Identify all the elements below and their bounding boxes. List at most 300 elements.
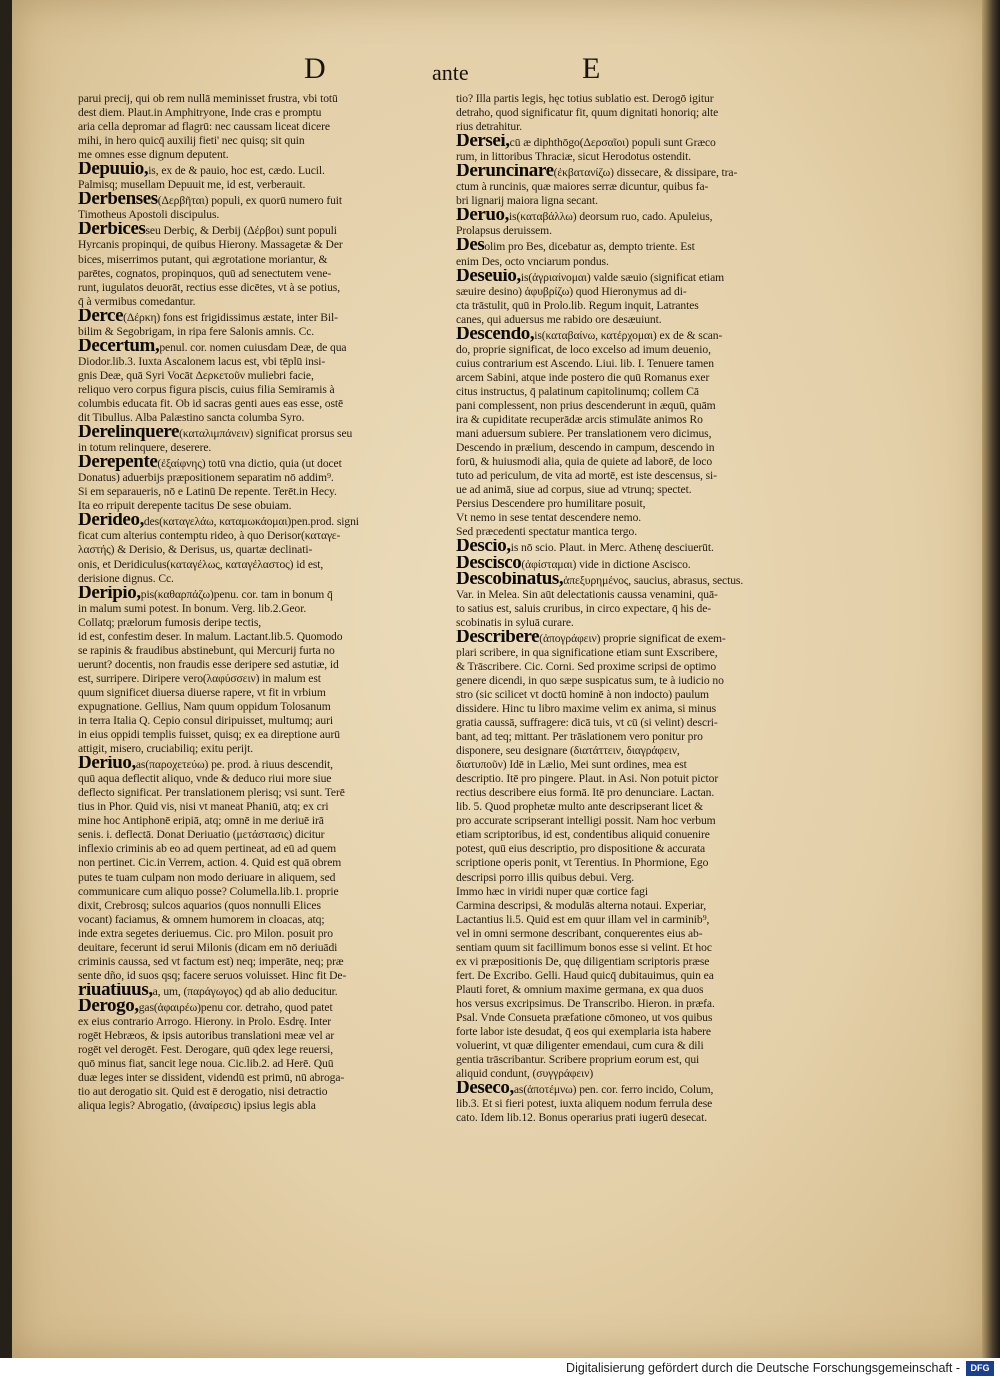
text-line [78, 871, 450, 885]
text-line [78, 630, 450, 644]
line-text: Plauti foret, & omnium maxime germana, ex qua duos [456, 982, 704, 996]
line-text: as(ἀποτέμνω) pen. cor. ferro incido, Colum, [513, 1083, 714, 1097]
header-letter-right: E [582, 52, 601, 85]
line-text: ἀπεξυρημένος, saucius, abrasus, sectus. [563, 573, 744, 587]
dictionary-entry-line [78, 586, 450, 602]
text-line [456, 674, 822, 688]
text-line [78, 253, 450, 267]
text-line [78, 267, 450, 281]
headword: riuatiuus, [78, 982, 153, 999]
line-text: pro accurate scripserant intelligi possit. Nam hoc verbum [456, 814, 716, 828]
line-text: vocant) faciamus, & omnem humorem in cloacas, atq; [78, 912, 325, 926]
text-line [456, 299, 822, 313]
text-line [456, 730, 822, 744]
line-text: voluerint, vt quæ diligenter emendaui, cum cura & dili [456, 1039, 704, 1053]
headword: Descisco [456, 555, 522, 572]
text-line [456, 511, 822, 525]
line-text: lib.3. Et si fieri potest, iuxta aliquem nodum ferrula dese [456, 1097, 713, 1111]
text-line [78, 1029, 450, 1043]
headword: Des [456, 238, 485, 255]
dictionary-entry-line [78, 339, 450, 355]
line-text: (Δερβῆται) populi, ex quorū numero fuit [157, 194, 343, 208]
line-text: is(καταβάλλω) deorsum ruo, cado. Apuleius, [509, 210, 713, 224]
line-text: λαστής) & Derisio, & Derisus, us, quartæ declinati- [78, 543, 313, 557]
line-text: forte labor iste desudat, q̄ eos qui exemplaria ista habere [456, 1025, 711, 1039]
text-line [456, 842, 822, 856]
text-line [78, 786, 450, 800]
headword: Dersei, [456, 134, 510, 151]
dictionary-entry-line [78, 192, 450, 208]
footer-bar [0, 1358, 1000, 1380]
text-line [456, 469, 822, 483]
text-line [456, 688, 822, 702]
line-text: do, proprie significat, de loco excelso ad imum deuenio, [456, 342, 711, 356]
text-line [456, 1067, 822, 1081]
text-line [78, 828, 450, 842]
line-text: a, um, (παράγωγος) qd ab alio deducitur. [152, 984, 338, 998]
headword: Derbices [78, 222, 146, 239]
line-text: Carmina descripsi, & modulās alterna notaui. Experiar, [456, 898, 707, 912]
line-text: deflecto significat. Per translationem plerisq; vsi sunt. Terē [78, 786, 345, 800]
text-line [456, 343, 822, 357]
line-text: aria cella depromar ad flagrū: nec caussam liceat dicere [78, 120, 330, 134]
line-text: (Δέρκη) fons est frigidissimus æstate, inter Bil- [123, 310, 338, 324]
line-text: mine hoc Antiphonē eripiā, atq; omnē in me deriuē irā [78, 814, 324, 828]
line-text: Lactantius li.5. Quid est em quur illam vel in carminib⁹, [456, 912, 710, 926]
text-line [78, 383, 450, 397]
line-text: rectius describere eius formā. Itē pro denunciare. Lactan. [456, 786, 715, 800]
line-text: Persius Descendere pro humilitare posuit, [456, 497, 646, 511]
dictionary-entry-line [456, 1081, 822, 1097]
line-text: penul. cor. nomen cuiusdam Deæ, de qua [159, 340, 347, 354]
line-text: in terra Italia Q. Cepio consul diripuisset, multumq; auri [78, 714, 334, 728]
text-line [456, 927, 822, 941]
line-text: arcem Sabini, atque inde postero die quū Romanus exer [456, 370, 710, 384]
text-line [456, 786, 822, 800]
dictionary-entry-line [78, 455, 450, 471]
text-line [78, 728, 450, 742]
page-edge-shadow [982, 0, 1000, 1358]
text-line [456, 983, 822, 997]
text-line [456, 913, 822, 927]
line-text: mihi, in hero quicq̄ auxilij fieti' nec quisq; sit quin [78, 134, 305, 148]
line-text: hos versus excripsimus. De Transcribo. Hieron. in præfa. [456, 996, 715, 1010]
text-line [456, 758, 822, 772]
text-column-right [456, 92, 822, 1125]
text-line [456, 1053, 822, 1067]
text-line [456, 744, 822, 758]
line-text: des(καταγελάω, καταμωκάομαι)pen.prod. signi [143, 515, 359, 529]
line-text: sente dño, id suos qsq; facere seruos voluisset. Hinc fit De- [78, 968, 347, 982]
text-line [78, 106, 450, 120]
text-line [78, 955, 450, 969]
headword: Deriuo, [78, 756, 136, 773]
text-line [456, 371, 822, 385]
line-text: is nō scio. Plaut. in Merc. Athenę desciuerūt. [510, 541, 714, 555]
text-line [78, 281, 450, 295]
text-line [456, 660, 822, 674]
text-line [78, 1099, 450, 1113]
line-text: columbis educata fit. Ob id sacras genti aues eas esse, ostē [78, 396, 344, 410]
line-text: vel in omni sermone describant, conquerentes eius ab- [456, 926, 703, 940]
headword: Descio, [456, 539, 511, 556]
text-line [456, 483, 822, 497]
headword: Deruncinare [456, 164, 554, 181]
dictionary-entry-line [78, 222, 450, 238]
text-line [456, 602, 822, 616]
text-line [78, 1043, 450, 1057]
line-text: quū aqua deflectit aliquo, vnde & deduco riui more siue [78, 772, 332, 786]
headword: Depuuio, [78, 162, 149, 179]
headword: Deseco, [456, 1081, 514, 1098]
line-text: gnis Deæ, quā Syri Vocāt Δερκετοῦν muliebri facie, [78, 368, 314, 382]
line-text: fert. De Excribo. Gelli. Haud quicq̄ dubitauimus, quin ea [456, 968, 714, 982]
header-catchword: ante [432, 60, 469, 85]
text-line [78, 941, 450, 955]
line-text: Collatq; prælorum fumosis deripe tectis, [78, 615, 262, 629]
text-line [456, 106, 822, 120]
text-line [456, 941, 822, 955]
text-line [78, 441, 450, 455]
text-line [456, 588, 822, 602]
text-line [78, 800, 450, 814]
line-text: Timotheus Apostoli discipulus. [78, 208, 220, 222]
text-line [78, 485, 450, 499]
line-text: inflexio criminis ab eo ad quem pertineat, ad eū ad quem [78, 842, 337, 856]
dictionary-entry-line [78, 983, 450, 999]
line-text: (ἀπογράφειν) proprie significat de exem- [539, 631, 726, 645]
dictionary-entry-line [456, 556, 822, 572]
line-text: ctum à runcinis, quæ maiores serræ dicuntur, quibus fa- [456, 180, 709, 194]
line-text: dissidere. Hinc tu libro maxime velim ex anima, si minus [456, 701, 717, 715]
text-line [78, 913, 450, 927]
line-text: citus instructus, q̄ palatinum capitolinumq; collem Cā [456, 384, 699, 398]
text-line [78, 772, 450, 786]
text-line [456, 885, 822, 899]
line-text: uerunt? docentis, non fraudis esse deripere sed astutiæ, id [78, 657, 339, 671]
text-line [456, 385, 822, 399]
line-text: Palmisq; musellam Depuuit me, id est, verberauit. [78, 178, 306, 192]
line-text: pani complessent, non prius descenderunt in æquū, quām [456, 398, 716, 412]
line-text: aliqua legis? Abrogatio, (ἀναίρεσις) ipsius legis abla [78, 1099, 316, 1113]
line-text: sæuire desino) ἀφυβρίζω) quod Hieronymus ad di- [456, 284, 687, 298]
dictionary-entry-line [78, 309, 450, 325]
text-line [78, 558, 450, 572]
line-text: bilim & Segobrigam, in ripa fere Salonis amnis. Cc. [78, 324, 315, 338]
dictionary-entry-line [78, 162, 450, 178]
line-text: scobinatis in syluā curare. [456, 615, 574, 629]
text-line [78, 369, 450, 383]
line-text: lib. 5. Quod prophetæ multo ante descripserant licet & [456, 800, 704, 814]
text-line [78, 842, 450, 856]
line-text: communicare cum aliquo posse? Columella.lib.1. proprie [78, 884, 339, 898]
line-text: ue ad animā, siue ad corpus, siue ad vtrunq; spectet. [456, 483, 692, 497]
line-text: stro (sic scilicet vt doctū hominē à non indocto) paulum [456, 687, 709, 701]
line-text: reliquo vero corpus figura piscis, cuius filia Semiramis à [78, 382, 335, 396]
text-line [78, 672, 450, 686]
text-line [78, 969, 450, 983]
text-line [78, 885, 450, 899]
line-text: rogēt vel derogēt. Fest. Derogare, quū qdex lege reuersi, [78, 1043, 334, 1057]
text-line [456, 497, 822, 511]
text-line [78, 411, 450, 425]
text-line [456, 1111, 822, 1125]
line-text: in eius oppidi templis fuisset, quisq; ex ea direptione aurū [78, 728, 340, 742]
dictionary-entry-line [456, 208, 822, 224]
text-line [78, 616, 450, 630]
line-text: tius in Phor. Quid vis, nisi vt maneat Phaniū, atq; ex cri [78, 800, 329, 814]
line-text: is, ex de & pauio, hoc est, cædo. Lucil. [148, 164, 325, 178]
text-line [78, 134, 450, 148]
line-text: ira & cupiditate recuperādæ arcis stimulāte animos Ro [456, 413, 703, 427]
line-text: derisione dignus. Cc. [78, 571, 174, 585]
line-text: enim Des, octo vnciarum pondus. [456, 254, 609, 268]
headword: Derce [78, 308, 124, 325]
line-text: tuto ad periculum, de vita ad mortē, est iste descensus, si- [456, 469, 717, 483]
text-line [78, 178, 450, 192]
line-text: ficat cum alterius contemptu rideo, à quo Derisor(καταγε- [78, 529, 341, 543]
line-text: non pertinet. Cic.in Verrem, action. 4. Quid est quā obrem [78, 856, 342, 870]
text-column-left [78, 92, 450, 1113]
text-line [456, 525, 822, 539]
text-line [456, 716, 822, 730]
headword: Deruo, [456, 208, 510, 225]
line-text: Ita eo rripuit derepente tacitus De sese obuiam. [78, 499, 292, 513]
line-text: aliquid condunt, (συγγράφειν) [456, 1067, 594, 1081]
line-text: (καταλιμπάνειν) significat prorsus seu [179, 427, 353, 441]
dictionary-entry-line [456, 539, 822, 555]
line-text: rogēt Hebræos, & ipsis autoribus translationi meæ vel ar [78, 1029, 335, 1043]
text-line [456, 772, 822, 786]
line-text: bant, ad teq; mittant. Per trāslationem vero ponitur pro [456, 730, 703, 744]
line-text: descriptio. Itē pro pingere. Plaut. in Asi. Non potuit pictor [456, 772, 719, 786]
line-text: seu Derbiç, & Derbij (Δέρβοι) sunt populi [145, 224, 337, 238]
line-text: bri lignarij maiora ligna secant. [456, 194, 598, 208]
line-text: διατυποῦν) Idē in Lælio, Mei sunt ordines, mea est [456, 758, 687, 772]
text-line [456, 955, 822, 969]
headword: Derideo, [78, 513, 144, 530]
dictionary-entry-line [456, 327, 822, 343]
line-text: cuius contrarium est Ascendo. Liui. lib. I. Tenuere tamen [456, 356, 714, 370]
text-line [456, 194, 822, 208]
text-line [78, 120, 450, 134]
line-text: gentia trāscribantur. Scribere proprium eorum est, qui [456, 1053, 700, 1067]
line-text: gas(ἀφαιρέω)penu cor. detraho, quod patet [138, 1000, 333, 1014]
line-text: detraho, quod significatur fit, quum dignitati honoriq; alte [456, 106, 719, 120]
text-line [456, 800, 822, 814]
line-text: tio aut derogatio sit. Quid est ē derogatio, nisi detractio [78, 1085, 328, 1099]
line-text: cta trāstulit, quū in Prolo.lib. Regum inquit, Latrantes [456, 298, 699, 312]
text-line [456, 646, 822, 660]
text-line [456, 997, 822, 1011]
text-line [456, 1025, 822, 1039]
line-text: pis(καθαρπάζω)penu. cor. tam in bonum q̄ [140, 587, 333, 601]
text-line [456, 969, 822, 983]
text-line [456, 828, 822, 842]
text-line [456, 455, 822, 469]
dictionary-entry-line [456, 164, 822, 180]
text-line [78, 325, 450, 339]
dictionary-entry-line [78, 425, 450, 441]
line-text: inde extra segetes deriuemus. Cic. pro Milon. posuit pro [78, 926, 333, 940]
text-line [456, 285, 822, 299]
line-text: dixit, Crebrosq; sulcos aquarios (quos nonnulli Elices [78, 898, 321, 912]
dictionary-entry-line [456, 134, 822, 150]
text-line [456, 616, 822, 630]
line-text: runt, iugulatos deuorāt, rectius esse dicētes, vt à se potius, [78, 280, 341, 294]
line-text: plari scribere, in qua significatione etiam sunt Exscribere, [456, 645, 718, 659]
line-text: deuitare, fecerunt id serui Milonis (dicam em nō deriuādi [78, 940, 338, 954]
headword: Derogo, [78, 998, 139, 1015]
line-text: mani aduersum subiere. Per translationem vero dicimus, [456, 427, 712, 441]
scanned-page [12, 0, 990, 1358]
text-line [78, 148, 450, 162]
text-line [78, 658, 450, 672]
line-text: id est, confestim deser. In malum. Lactant.lib.5. Quomodo [78, 629, 343, 643]
line-text: etiam scriptoribus, id est, condentibus aliquid conuenire [456, 828, 710, 842]
text-line [456, 92, 822, 106]
line-text: Hyrcanis propinqui, de quibus Hierony. Massagetæ & Der [78, 238, 343, 252]
line-text: Prolapsus deruissem. [456, 224, 552, 238]
text-line [456, 1039, 822, 1053]
text-line [456, 413, 822, 427]
line-text: cū æ diphthōgo(Δερσαῖοι) populi sunt Græco [509, 136, 716, 150]
line-text: olim pro Bes, dicebatur as, dempto triente. Est [484, 240, 695, 254]
funding-notice: Digitalisierung gefördert durch die Deutsche Forschungsgemeinschaft - [566, 1361, 960, 1375]
dictionary-entry-line [456, 269, 822, 285]
headword: Derelinquere [78, 425, 180, 442]
line-text: (ἐξαίφνης) totū vna dictio, quia (ut docet [157, 457, 342, 471]
line-text: Sed præcedenti spectatur mantica tergo. [456, 525, 638, 539]
text-line [78, 856, 450, 870]
line-text: expugnatione. Gellius, Nam quum oppidum Tolosanum [78, 699, 331, 713]
line-text: se rapinis & fraudibus abstinebunt, qui Mercurij furta no [78, 643, 335, 657]
text-line [78, 543, 450, 557]
line-text: Vt nemo in sese tentat descendere nemo. [456, 511, 642, 525]
line-text: (ἐκβατανίζω) dissecare, & dissipare, tra- [553, 166, 738, 180]
text-line [456, 702, 822, 716]
line-text: ex eius contrario Arrogo. Hierony. in Prolo. Esdrę. Inter [78, 1015, 332, 1028]
line-text: sentiam quum sit facillimum bonos esse si velint. Et hoc [456, 940, 712, 954]
text-line [78, 602, 450, 616]
text-line [78, 927, 450, 941]
headword: Deseuio, [456, 268, 521, 285]
text-line [78, 355, 450, 369]
line-text: tio? Illa partis legis, hęc totius sublatio est. Derogō igitur [456, 92, 714, 105]
line-text: bices, miserrimos putant, qui ægrotatione moriantur, & [78, 252, 328, 266]
text-line [78, 1085, 450, 1099]
line-text: senis. i. deflectā. Donat Deriuatio (μετάστασις) dicitur [78, 828, 325, 842]
line-text: dit Tibullus. Alba Palæstino sancta columba Syro. [78, 411, 305, 425]
line-text: (ἀφίσταμαι) vide in dictione Ascisco. [521, 557, 691, 571]
line-text: cato. Idem lib.12. Bonus operarius prati iugerū desecat. [456, 1111, 707, 1125]
line-text: me omnes esse dignum deputent. [78, 148, 229, 162]
line-text: duæ leges inter se dissident, videndū est primū, nū abroga- [78, 1071, 345, 1085]
dictionary-entry-line [78, 756, 450, 772]
headword: Descendo, [456, 326, 535, 343]
text-line [78, 1071, 450, 1085]
text-line [78, 529, 450, 543]
line-text: attigit, misero, cruciabiliq; exitu perijt. [78, 742, 254, 756]
text-line [456, 427, 822, 441]
headword: Descobinatus, [456, 571, 564, 588]
line-text: rius detrahitur. [456, 120, 523, 134]
text-line [456, 871, 822, 885]
line-text: canes, qui aduersus me rabido ore desæuiunt. [456, 312, 662, 326]
text-line [456, 224, 822, 238]
headword: Derbenses [78, 192, 158, 209]
text-line [78, 814, 450, 828]
headword: Describere [456, 629, 540, 646]
text-line [456, 180, 822, 194]
line-text: Si em separaueris, nō e Latinū De repente. Terēt.in Hecy. [78, 485, 337, 499]
text-line [78, 471, 450, 485]
line-text: quum significet diuersa diuerse rapere, vt fit in vrbium [78, 685, 326, 699]
dfg-logo-icon: DFG [966, 1361, 994, 1376]
text-line [78, 1015, 450, 1029]
dictionary-entry-line [78, 999, 450, 1015]
line-text: parui precij, qui ob rem nullā meminisset frustra, vbi totū [78, 92, 338, 105]
line-text: dest diem. Plaut.in Amphitryone, Inde cras e promptu [78, 106, 322, 120]
line-text: & Trāscribere. Cic. Corni. Sed proxime scripsi de optimo [456, 659, 717, 673]
dictionary-entry-line [456, 572, 822, 588]
line-text: q̄ à vermibus comedantur. [78, 294, 196, 308]
line-text: in totum relinquere, deserere. [78, 441, 212, 455]
text-line [456, 313, 822, 327]
line-text: to satius est, saluis cruribus, in circo expectare, q̄ his de- [456, 601, 712, 615]
line-text: Var. in Melea. Sin aūt delectationis caussa venamini, quā- [456, 587, 718, 601]
text-line [78, 700, 450, 714]
line-text: Donatus) aduerbijs præpositionem separatim nō addim⁹. [78, 471, 334, 485]
line-text: as(παροχετεύω) pe. prod. à riuus descendit, [135, 758, 333, 772]
text-line [456, 150, 822, 164]
line-text: scriptione operis ponit, vt Terentius. In Phormione, Ego [456, 856, 709, 870]
line-text: in malum sumi potest. In bonum. Verg. lib.2.Geor. [78, 601, 307, 615]
text-line [78, 714, 450, 728]
text-line [456, 255, 822, 269]
text-line [78, 499, 450, 513]
line-text: onis, et Deridiculus(καταγέλως, καταγέλαστος) id est, [78, 557, 324, 571]
text-line [456, 357, 822, 371]
line-text: potest, quū eius descriptio, pro dispositione & accurata [456, 842, 706, 856]
line-text: genere dicendi, in quo sæpe suspicatus sum, te à iudicio no [456, 673, 724, 687]
headword: Decertum, [78, 338, 160, 355]
headword: Derepente [78, 455, 158, 472]
text-line [78, 742, 450, 756]
line-text: quō minus fiat, sancit lege noua. Cic.lib.2. ad Herē. Quū [78, 1057, 334, 1071]
headword: Deripio, [78, 585, 141, 602]
text-line [78, 686, 450, 700]
dictionary-entry-line [456, 238, 822, 254]
dictionary-entry-line [78, 513, 450, 529]
line-text: is(ἀγριαίνομαι) valde sæuio (significat etiam [520, 270, 725, 284]
line-text: putes te tuam culpam non modo deriuare in aliquem, sed [78, 870, 336, 884]
text-line [78, 572, 450, 586]
text-line [456, 399, 822, 413]
text-line [456, 814, 822, 828]
text-line [78, 295, 450, 309]
line-text: est, surripere. Diripere vero(λαφύσσειν) in malum est [78, 671, 321, 685]
text-line [78, 644, 450, 658]
text-line [78, 899, 450, 913]
line-text: descripsi porro illis quibus debui. Verg. [456, 870, 635, 884]
text-line [456, 856, 822, 870]
line-text: Diodor.lib.3. Iuxta Ascalonem lacus est, vbi tēplū insi- [78, 354, 326, 368]
line-text: disponere, seu designare (διατάττειν, διαγράφειν, [456, 744, 680, 758]
line-text: parētes, cognatos, propinquos, quū ad senectutem vene- [78, 266, 332, 280]
dictionary-entry-line [456, 630, 822, 646]
line-text: is(καταβαίνω, κατέρχομαι) ex de & scan- [534, 328, 723, 342]
